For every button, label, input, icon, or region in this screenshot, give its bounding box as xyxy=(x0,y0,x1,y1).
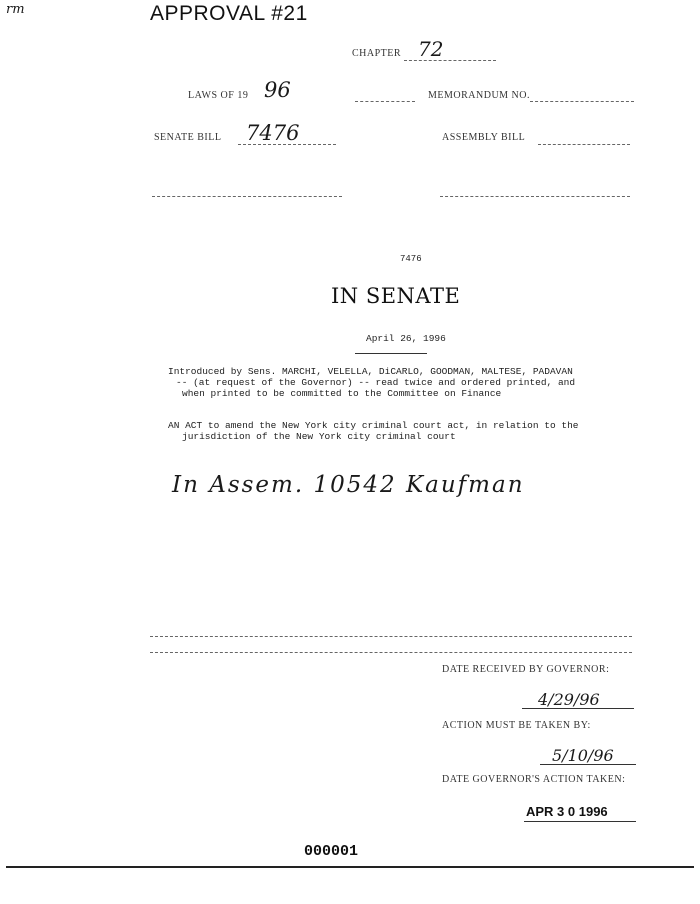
intro-line-1: Introduced by Sens. MARCHI, VELELLA, DiCARLO, GOODMAN, MALTESE, PADAVAN xyxy=(168,366,573,377)
deadline-label: ACTION MUST BE TAKEN BY: xyxy=(442,720,591,731)
blank-line-right xyxy=(440,196,630,197)
act-line-2: jurisdiction of the New York city criminal court xyxy=(182,431,456,442)
action-line xyxy=(524,821,636,822)
received-label: DATE RECEIVED BY GOVERNOR: xyxy=(442,664,610,675)
laws-memo-line xyxy=(355,101,415,102)
chapter-label: CHAPTER xyxy=(352,48,402,59)
approval-heading: APPROVAL #21 xyxy=(150,2,308,25)
deadline-value: 5/10/96 xyxy=(552,746,614,765)
laws-value: 96 xyxy=(264,78,291,102)
handwritten-note: In Assem. 10542 Kaufman xyxy=(172,472,525,498)
separator-2 xyxy=(150,652,632,653)
action-value: APR 3 0 1996 xyxy=(526,804,608,819)
intro-line-2: -- (at request of the Governor) -- read twice and ordered printed, and xyxy=(176,377,576,388)
date-underline xyxy=(355,353,427,354)
action-label: DATE GOVERNOR'S ACTION TAKEN: xyxy=(442,774,626,785)
laws-label: LAWS OF 19 xyxy=(188,90,249,101)
bill-number: 7476 xyxy=(400,254,422,264)
assembly-bill-line xyxy=(538,144,630,145)
bottom-rule xyxy=(6,866,694,868)
page-title: IN SENATE xyxy=(331,284,461,308)
act-line-1: AN ACT to amend the New York city criminal court act, in relation to the xyxy=(168,420,579,431)
senate-bill-line xyxy=(238,144,336,145)
blank-line-left xyxy=(152,196,342,197)
memorandum-line xyxy=(530,101,634,102)
bill-date: April 26, 1996 xyxy=(366,333,446,344)
corner-mark: rm xyxy=(6,2,25,17)
chapter-value: 72 xyxy=(418,37,444,61)
assembly-bill-label: ASSEMBLY BILL xyxy=(442,132,526,143)
received-value: 4/29/96 xyxy=(538,690,600,709)
senate-bill-value: 7476 xyxy=(246,121,300,145)
memorandum-label: MEMORANDUM NO. xyxy=(428,90,531,101)
received-line xyxy=(522,708,634,709)
chapter-line xyxy=(404,60,496,61)
senate-bill-label: SENATE BILL xyxy=(154,132,222,143)
page-number: 000001 xyxy=(304,843,359,860)
deadline-line xyxy=(540,764,636,765)
separator-1 xyxy=(150,636,632,637)
intro-line-3: when printed to be committed to the Committee on Finance xyxy=(182,388,502,399)
